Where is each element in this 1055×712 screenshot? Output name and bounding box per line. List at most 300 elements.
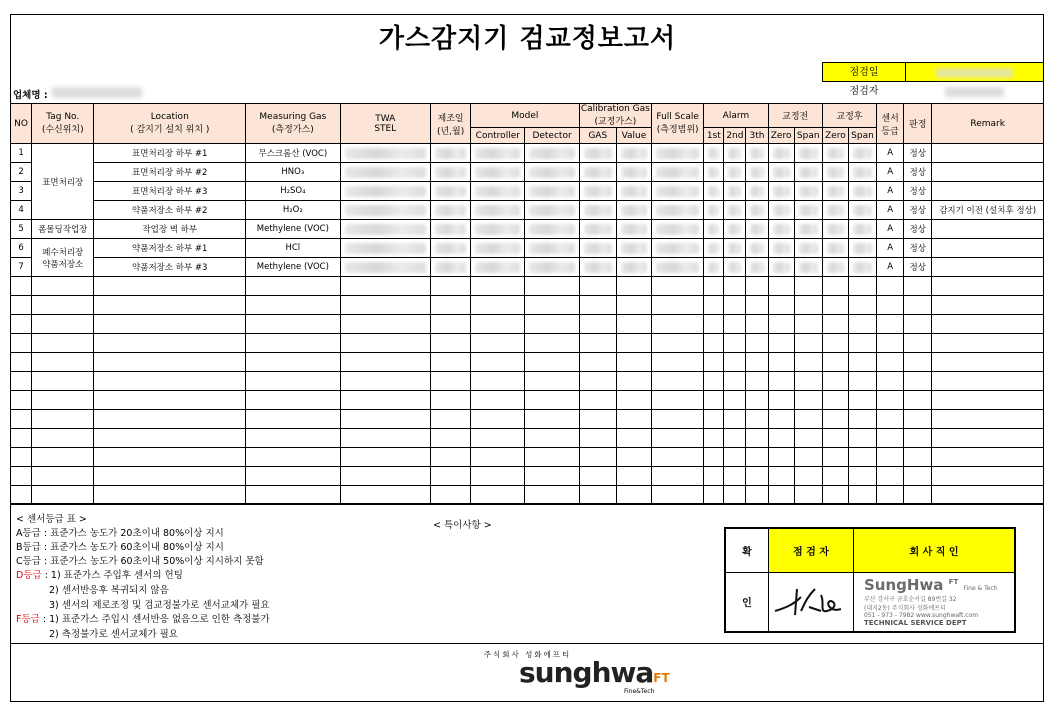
cell-tag: 표면처리장 [32, 144, 94, 220]
table-row [11, 467, 1044, 486]
cell-remark [932, 486, 1044, 505]
cell-no [11, 315, 32, 334]
cell-grade [877, 353, 904, 372]
cell-remark [932, 163, 1044, 182]
cell-redacted [724, 353, 746, 372]
cell-redacted [430, 239, 470, 258]
cell-redacted [822, 220, 848, 239]
cell-remark [932, 182, 1044, 201]
cell-no: 5 [11, 220, 32, 239]
cell-verdict: 정상 [904, 182, 932, 201]
cell-redacted [340, 182, 430, 201]
confirm-label-bottom: 인 [725, 572, 769, 632]
cell-redacted [848, 448, 876, 467]
cell-gas [246, 391, 340, 410]
cell-tag [32, 448, 94, 467]
cell-redacted [525, 353, 579, 372]
cell-redacted [704, 448, 724, 467]
stamp-name: SungHwa [864, 576, 944, 595]
cell-redacted [704, 467, 724, 486]
col-no: NO [11, 104, 32, 144]
cell-redacted [430, 182, 470, 201]
inspection-date-value [905, 62, 1044, 82]
cell-redacted [340, 296, 430, 315]
cell-redacted [471, 353, 525, 372]
confirm-company-header: 회 사 직 인 [854, 528, 1016, 572]
cell-redacted [340, 220, 430, 239]
cell-redacted [340, 410, 430, 429]
cell-redacted [768, 182, 794, 201]
cell-grade [877, 372, 904, 391]
cell-location [94, 334, 246, 353]
cell-redacted [704, 315, 724, 334]
cell-remark [932, 410, 1044, 429]
cell-redacted [471, 315, 525, 334]
col-location: Location ( 감지기 설치 위치 ) [94, 104, 246, 144]
cell-location [94, 486, 246, 505]
cell-redacted [724, 372, 746, 391]
cell-redacted [822, 353, 848, 372]
cell-remark [932, 353, 1044, 372]
cell-redacted [471, 239, 525, 258]
cell-redacted [652, 448, 704, 467]
cell-redacted [471, 372, 525, 391]
col-remark: Remark [932, 104, 1044, 144]
logo-sub: Fine&Tech [624, 688, 655, 695]
cell-redacted [848, 296, 876, 315]
cell-gas: 무스크롬산 (VOC) [246, 144, 340, 163]
cell-redacted [430, 315, 470, 334]
footer-divider [10, 643, 1044, 644]
cell-location [94, 391, 246, 410]
cell-redacted [579, 144, 616, 163]
cell-redacted [471, 334, 525, 353]
cell-redacted [822, 429, 848, 448]
cell-verdict [904, 486, 932, 505]
stamp-contact: 051 - 973 - 7982 www.sunghwaft.com [864, 612, 979, 620]
cell-redacted [794, 182, 822, 201]
cell-tag [32, 277, 94, 296]
cell-grade [877, 410, 904, 429]
cell-redacted [616, 410, 651, 429]
cell-redacted [616, 334, 651, 353]
cell-redacted [430, 144, 470, 163]
cell-redacted [579, 486, 616, 505]
cell-gas: HCl [246, 239, 340, 258]
cell-gas [246, 448, 340, 467]
cell-redacted [724, 296, 746, 315]
cell-redacted [616, 353, 651, 372]
cell-redacted [704, 258, 724, 277]
cell-redacted [579, 277, 616, 296]
col-alarm-1st: 1st [704, 128, 724, 144]
cell-redacted [430, 467, 470, 486]
cell-redacted [616, 467, 651, 486]
cell-tag [32, 429, 94, 448]
cell-redacted [340, 353, 430, 372]
cell-redacted [822, 391, 848, 410]
cell-no [11, 334, 32, 353]
cell-location [94, 410, 246, 429]
cell-redacted [822, 315, 848, 334]
cell-redacted [822, 182, 848, 201]
col-alarm-3th: 3th [746, 128, 768, 144]
cell-redacted [746, 182, 768, 201]
cell-redacted [848, 334, 876, 353]
cell-redacted [525, 467, 579, 486]
stamp-address: 부산 강서구 금호순서길 89번길 32 [864, 596, 957, 604]
col-calgas: Calibration Gas (교정가스) [580, 104, 650, 127]
cell-redacted [430, 391, 470, 410]
cell-redacted [704, 296, 724, 315]
cell-redacted [746, 353, 768, 372]
logo-ft: FT [653, 671, 670, 685]
notes-title: < 특이사항 > [433, 520, 492, 531]
cell-redacted [525, 315, 579, 334]
cell-redacted [794, 296, 822, 315]
cell-redacted [652, 182, 704, 201]
logo-main: sunghwa [519, 656, 654, 689]
cell-remark [932, 144, 1044, 163]
cell-redacted [724, 448, 746, 467]
cell-redacted [471, 144, 525, 163]
cell-remark [932, 429, 1044, 448]
cell-no [11, 410, 32, 429]
cell-redacted [340, 372, 430, 391]
cell-redacted [848, 239, 876, 258]
cell-redacted [822, 410, 848, 429]
cell-redacted [340, 258, 430, 277]
cell-redacted [579, 182, 616, 201]
cell-redacted [704, 486, 724, 505]
cell-remark [932, 372, 1044, 391]
col-after: 교정후 [822, 104, 876, 128]
cell-redacted [430, 334, 470, 353]
cell-grade: A [877, 144, 904, 163]
stamp-ft: FT [948, 578, 959, 587]
cell-redacted [579, 201, 616, 220]
cell-redacted [822, 486, 848, 505]
cell-redacted [848, 486, 876, 505]
table-row [11, 372, 1044, 391]
cell-redacted [704, 220, 724, 239]
cell-redacted [652, 353, 704, 372]
cell-location [94, 372, 246, 391]
cell-redacted [704, 334, 724, 353]
cell-redacted [430, 296, 470, 315]
cell-redacted [652, 144, 704, 163]
cell-redacted [430, 258, 470, 277]
cell-grade [877, 334, 904, 353]
cell-location: 표면처리장 하부 #1 [94, 144, 246, 163]
cell-redacted [704, 144, 724, 163]
cell-redacted [471, 201, 525, 220]
cell-verdict [904, 429, 932, 448]
cell-redacted [746, 410, 768, 429]
cell-redacted [704, 429, 724, 448]
cell-redacted [724, 163, 746, 182]
cell-redacted [471, 448, 525, 467]
table-row [11, 391, 1044, 410]
cell-redacted [794, 448, 822, 467]
cell-location [94, 277, 246, 296]
cell-redacted [652, 429, 704, 448]
cell-redacted [822, 163, 848, 182]
cell-grade: A [877, 258, 904, 277]
cell-redacted [652, 239, 704, 258]
table-row [11, 315, 1044, 334]
cell-tag [32, 372, 94, 391]
cell-redacted [746, 486, 768, 505]
cell-redacted [525, 391, 579, 410]
cell-redacted [471, 258, 525, 277]
cell-remark: 감지기 이전 (설치후 정상) [932, 201, 1044, 220]
cell-redacted [794, 429, 822, 448]
cell-verdict: 정상 [904, 163, 932, 182]
cell-redacted [746, 163, 768, 182]
cell-redacted [822, 296, 848, 315]
cell-redacted [430, 448, 470, 467]
cell-redacted [704, 201, 724, 220]
inspection-date-label: 점검일 [822, 62, 906, 82]
cell-location [94, 467, 246, 486]
cell-redacted [340, 448, 430, 467]
cell-redacted [652, 163, 704, 182]
cell-redacted [746, 277, 768, 296]
cell-redacted [616, 486, 651, 505]
legend-grade-d3: 3) 센서의 제로조정 및 검교정불가로 센서교체가 필요 [49, 600, 270, 611]
legend-grade-a: A등급 : 표준가스 농도가 20초이내 80%이상 지시 [16, 528, 224, 539]
cell-location: 작업장 벽 하부 [94, 220, 246, 239]
table-row [11, 296, 1044, 315]
cell-redacted [525, 201, 579, 220]
col-grade: 센서 등급 [877, 104, 904, 144]
cell-redacted [704, 372, 724, 391]
cell-gas: H₂O₂ [246, 201, 340, 220]
cell-location: 약품저장소 하부 #3 [94, 258, 246, 277]
legend-d-label: D등급 [16, 570, 42, 581]
cell-redacted [471, 467, 525, 486]
table-row [11, 144, 1044, 163]
cell-gas: HNO₃ [246, 163, 340, 182]
cell-no [11, 296, 32, 315]
col-cal-value: Value [616, 128, 651, 144]
cell-redacted [724, 277, 746, 296]
cell-tag [32, 391, 94, 410]
cell-remark [932, 296, 1044, 315]
cell-redacted [471, 391, 525, 410]
cell-verdict [904, 277, 932, 296]
cell-redacted [525, 334, 579, 353]
cell-no [11, 391, 32, 410]
table-row [11, 258, 1044, 277]
cell-redacted [746, 448, 768, 467]
inspector-value [905, 82, 1044, 102]
cell-redacted [616, 239, 651, 258]
cell-redacted [471, 163, 525, 182]
stamp-dept: TECHNICAL SERVICE DEPT [864, 619, 967, 628]
cell-redacted [768, 429, 794, 448]
cell-redacted [794, 220, 822, 239]
cell-redacted [822, 467, 848, 486]
cell-redacted [525, 144, 579, 163]
company-name-redacted [52, 87, 142, 98]
cell-redacted [652, 391, 704, 410]
col-cal-gas: GAS [579, 128, 616, 144]
cell-redacted [430, 220, 470, 239]
table-row [11, 334, 1044, 353]
cell-redacted [768, 296, 794, 315]
cell-no [11, 277, 32, 296]
cell-grade [877, 391, 904, 410]
cell-redacted [340, 201, 430, 220]
cell-redacted [746, 201, 768, 220]
stamp-company: (대지2동) 주식회사 성화에프티 [864, 605, 946, 613]
cell-redacted [704, 239, 724, 258]
cell-verdict [904, 334, 932, 353]
col-verdict: 판정 [904, 104, 932, 144]
cell-location [94, 353, 246, 372]
cell-redacted [768, 277, 794, 296]
cell-redacted [340, 486, 430, 505]
table-row [11, 353, 1044, 372]
cell-redacted [340, 144, 430, 163]
table-row [11, 163, 1044, 182]
cell-tag [32, 296, 94, 315]
table-row [11, 239, 1044, 258]
footer-company-kr: 주식회사 성화에프티 [483, 650, 572, 659]
cell-redacted [430, 372, 470, 391]
cell-redacted [525, 372, 579, 391]
cell-redacted [430, 353, 470, 372]
cell-redacted [652, 467, 704, 486]
cell-redacted [848, 182, 876, 201]
table-row [11, 486, 1044, 505]
cell-location: 약품저장소 하부 #1 [94, 239, 246, 258]
cell-redacted [652, 410, 704, 429]
cell-redacted [704, 353, 724, 372]
cell-redacted [768, 467, 794, 486]
cell-redacted [746, 144, 768, 163]
col-model: Model [471, 104, 580, 128]
cell-verdict [904, 410, 932, 429]
bottom-divider [10, 503, 1044, 504]
cell-redacted [704, 410, 724, 429]
cell-redacted [616, 391, 651, 410]
cell-remark [932, 239, 1044, 258]
cell-redacted [746, 334, 768, 353]
cell-redacted [616, 163, 651, 182]
cell-redacted [746, 220, 768, 239]
cell-redacted [768, 201, 794, 220]
cell-grade [877, 296, 904, 315]
company-stamp [854, 572, 1016, 632]
cell-redacted [768, 239, 794, 258]
cell-verdict: 정상 [904, 239, 932, 258]
cell-redacted [768, 410, 794, 429]
cell-no [11, 429, 32, 448]
cell-redacted [746, 372, 768, 391]
cell-redacted [525, 220, 579, 239]
cell-gas: Methylene (VOC) [246, 220, 340, 239]
cell-redacted [652, 277, 704, 296]
col-before: 교정전 [768, 104, 822, 128]
cell-grade [877, 486, 904, 505]
legend-grade-f1: F등급 : 1) 표준가스 주입시 센서반응 없음으로 인한 측정불가 [16, 614, 270, 625]
cell-remark [932, 334, 1044, 353]
cell-redacted [724, 410, 746, 429]
cell-redacted [724, 391, 746, 410]
confirm-label-top: 확 [725, 528, 769, 572]
cell-grade [877, 315, 904, 334]
cell-redacted [579, 239, 616, 258]
cell-redacted [579, 163, 616, 182]
cell-redacted [768, 163, 794, 182]
col-mfg: 제조일 (년,월) [430, 104, 470, 144]
cell-redacted [616, 220, 651, 239]
signature-image [771, 575, 851, 625]
cell-redacted [746, 258, 768, 277]
cell-redacted [724, 334, 746, 353]
cell-verdict [904, 467, 932, 486]
cell-remark [932, 315, 1044, 334]
table-row [11, 410, 1044, 429]
cell-redacted [340, 467, 430, 486]
cell-redacted [471, 486, 525, 505]
cell-redacted [652, 201, 704, 220]
cell-redacted [848, 163, 876, 182]
cell-tag: 폐수처리장 약품저장소 [32, 239, 94, 277]
cell-redacted [794, 353, 822, 372]
col-tag: Tag No. (수신위치) [32, 104, 94, 144]
cell-redacted [794, 277, 822, 296]
cell-location: 표면처리장 하부 #3 [94, 182, 246, 201]
cell-redacted [579, 448, 616, 467]
cell-no [11, 353, 32, 372]
cell-gas [246, 486, 340, 505]
cell-verdict [904, 296, 932, 315]
col-after-zero: Zero [822, 128, 848, 144]
cell-redacted [616, 277, 651, 296]
cell-verdict: 정상 [904, 258, 932, 277]
cell-redacted [579, 467, 616, 486]
cell-redacted [794, 144, 822, 163]
cell-redacted [822, 448, 848, 467]
cell-redacted [794, 391, 822, 410]
cell-remark [932, 277, 1044, 296]
cell-redacted [616, 429, 651, 448]
col-controller: Controller [471, 128, 525, 144]
cell-redacted [822, 239, 848, 258]
cell-redacted [579, 334, 616, 353]
cell-gas [246, 467, 340, 486]
cell-redacted [579, 296, 616, 315]
cell-redacted [768, 353, 794, 372]
cell-redacted [430, 163, 470, 182]
cell-redacted [848, 467, 876, 486]
cell-location [94, 296, 246, 315]
cell-redacted [430, 201, 470, 220]
cell-redacted [746, 296, 768, 315]
cell-redacted [724, 467, 746, 486]
cell-tag [32, 334, 94, 353]
cell-redacted [822, 144, 848, 163]
cell-redacted [794, 315, 822, 334]
legend-grade-d1: D등급 : 1) 표준가스 주입후 센서의 헌팅 [16, 570, 183, 581]
cell-location [94, 315, 246, 334]
table-row [11, 201, 1044, 220]
cell-grade [877, 448, 904, 467]
